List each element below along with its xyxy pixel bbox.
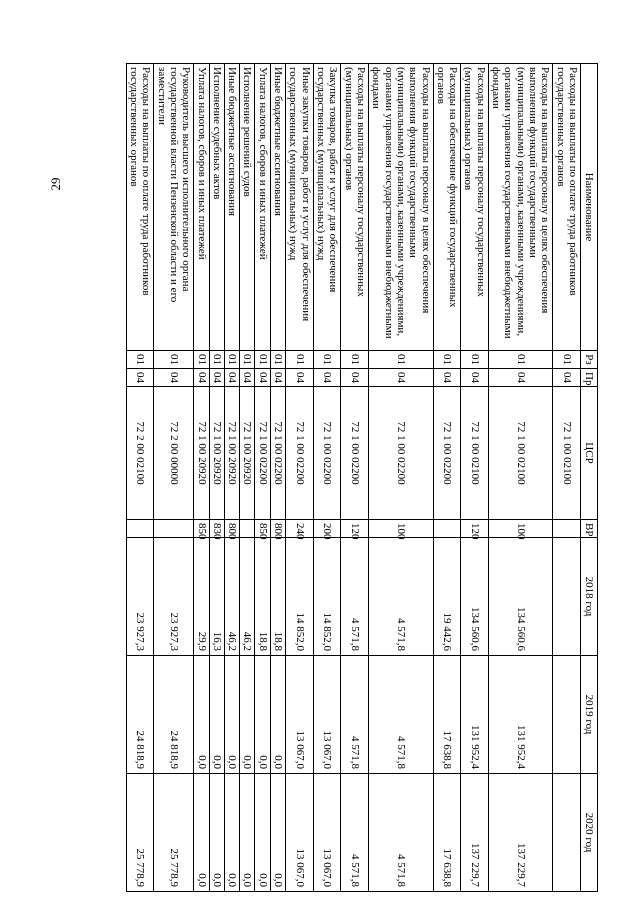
cell-rz: 01 — [369, 351, 434, 369]
cell-vr — [433, 520, 461, 538]
cell-vr — [126, 520, 154, 538]
header-name: Наименование — [581, 64, 598, 351]
cell-2018: 4 571,8 — [341, 538, 369, 656]
cell-2018: 29,9 — [194, 538, 209, 656]
cell-rz: 01 — [286, 351, 314, 369]
cell-2019: 24 818,9 — [154, 656, 194, 774]
header-2019: 2019 год — [581, 656, 598, 774]
header-2018: 2018 год — [581, 538, 598, 656]
table-row — [369, 64, 434, 892]
cell-2019: 0,0 — [270, 656, 285, 774]
cell-2018: 23 927,3 — [126, 538, 154, 656]
cell-2018: 14 852,0 — [286, 538, 314, 656]
cell-rz: 01 — [433, 351, 461, 369]
cell-vr: 100 — [369, 520, 434, 538]
cell-rz: 01 — [461, 351, 489, 369]
cell-2019: 17 638,8 — [433, 656, 461, 774]
cell-2018: 16,3 — [209, 538, 224, 656]
header-vr: ВР — [581, 520, 598, 538]
cell-csr: 72 2 00 00000 — [154, 387, 194, 520]
cell-csr: 72 1 00 02200 — [313, 387, 341, 520]
cell-pr: 04 — [488, 369, 553, 387]
table-row — [224, 64, 239, 892]
cell-pr: 04 — [433, 369, 461, 387]
table-row — [255, 64, 270, 892]
cell-2019: 24 818,9 — [126, 656, 154, 774]
cell-2020: 0,0 — [270, 774, 285, 892]
cell-pr: 04 — [240, 369, 255, 387]
cell-csr: 72 1 00 02100 — [461, 387, 489, 520]
rotated-table-container — [126, 63, 598, 892]
cell-2018 — [553, 538, 581, 656]
cell-pr: 04 — [194, 369, 209, 387]
cell-name: Уплата налогов, сборов и иных платежей — [255, 64, 270, 351]
table-row — [488, 64, 553, 892]
header-2020: 2020 год — [581, 774, 598, 892]
cell-vr: 120 — [341, 520, 369, 538]
cell-name: Иные бюджетные ассигнования — [270, 64, 285, 351]
cell-name: Расходы на выплаты персоналу государственных (муниципальных) органов — [461, 64, 489, 351]
cell-csr: 72 1 00 02200 — [341, 387, 369, 520]
cell-name: Расходы на выплаты персоналу государственных (муниципальных) органов — [341, 64, 369, 351]
cell-2020: 137 229,7 — [488, 774, 553, 892]
cell-2020: 0,0 — [255, 774, 270, 892]
cell-name: Руководитель высшего исполнительного органа государственной власти Пензенской области и его заместители — [154, 64, 194, 351]
cell-2019: 131 952,4 — [461, 656, 489, 774]
cell-2020: 25 778,9 — [126, 774, 154, 892]
table-row — [433, 64, 461, 892]
table-row — [126, 64, 154, 892]
cell-csr: 72 1 00 20920 — [209, 387, 224, 520]
cell-vr: 240 — [286, 520, 314, 538]
cell-rz: 01 — [154, 351, 194, 369]
cell-name: Иные закупки товаров, работ и услуг для обеспечения государственных (муниципальных) нужд — [286, 64, 314, 351]
budget-table — [126, 63, 598, 892]
cell-2020: 0,0 — [194, 774, 209, 892]
cell-vr — [553, 520, 581, 538]
cell-name: Расходы на выплаты по оплате труда работников государственных органов — [553, 64, 581, 351]
cell-name: Закупка товаров, работ и услуг для обеспечения государственных (муниципальных) нужд — [313, 64, 341, 351]
cell-pr: 04 — [313, 369, 341, 387]
cell-pr: 04 — [286, 369, 314, 387]
cell-2018: 4 571,8 — [369, 538, 434, 656]
cell-vr: 850 — [194, 520, 209, 538]
cell-pr: 04 — [154, 369, 194, 387]
cell-name: Расходы на обеспечение функций государственных органов — [433, 64, 461, 351]
cell-2019: 4 571,8 — [341, 656, 369, 774]
cell-2020: 137 229,7 — [461, 774, 489, 892]
cell-2018: 18,8 — [270, 538, 285, 656]
cell-pr: 04 — [224, 369, 239, 387]
cell-pr: 04 — [270, 369, 285, 387]
cell-csr: 72 1 00 02100 — [488, 387, 553, 520]
cell-2019 — [553, 656, 581, 774]
cell-rz: 01 — [224, 351, 239, 369]
cell-pr: 04 — [209, 369, 224, 387]
cell-csr: 72 1 00 02200 — [433, 387, 461, 520]
cell-pr: 04 — [553, 369, 581, 387]
cell-2019: 0,0 — [194, 656, 209, 774]
cell-csr: 72 1 00 02200 — [270, 387, 285, 520]
table-row — [341, 64, 369, 892]
cell-2018: 23 927,3 — [154, 538, 194, 656]
cell-csr: 72 1 00 20920 — [224, 387, 239, 520]
header-pr: Пр — [581, 369, 598, 387]
cell-name: Расходы на выплаты персоналу в целях обеспечения выполнения функций государственными (муниципальными) органами, казенными учреждениями, органами управления государственными внебюджетными фондами — [488, 64, 553, 351]
cell-rz: 01 — [313, 351, 341, 369]
cell-vr — [240, 520, 255, 538]
cell-rz: 01 — [194, 351, 209, 369]
cell-name: Исполнение судебных актов — [209, 64, 224, 351]
cell-2020: 0,0 — [209, 774, 224, 892]
table-row — [313, 64, 341, 892]
cell-vr — [154, 520, 194, 538]
cell-2018: 134 560,6 — [488, 538, 553, 656]
cell-csr: 72 1 00 02200 — [369, 387, 434, 520]
cell-rz: 01 — [255, 351, 270, 369]
cell-rz: 01 — [488, 351, 553, 369]
cell-2019: 0,0 — [224, 656, 239, 774]
cell-2019: 4 571,8 — [369, 656, 434, 774]
cell-vr: 850 — [255, 520, 270, 538]
cell-2020 — [553, 774, 581, 892]
cell-2019: 0,0 — [240, 656, 255, 774]
page-number: 29 — [48, 177, 63, 191]
cell-rz: 01 — [341, 351, 369, 369]
table-row — [461, 64, 489, 892]
cell-2019: 13 067,0 — [286, 656, 314, 774]
header-csr: ЦСР — [581, 387, 598, 520]
cell-2018: 19 442,6 — [433, 538, 461, 656]
cell-name: Уплата налогов, сборов и иных платежей — [194, 64, 209, 351]
cell-2018: 134 560,6 — [461, 538, 489, 656]
cell-csr: 72 2 00 02100 — [126, 387, 154, 520]
cell-name: Исполнение решений судов — [240, 64, 255, 351]
cell-pr: 04 — [461, 369, 489, 387]
cell-pr: 04 — [255, 369, 270, 387]
cell-vr: 830 — [209, 520, 224, 538]
cell-rz: 01 — [126, 351, 154, 369]
cell-2020: 0,0 — [224, 774, 239, 892]
cell-2020: 13 067,0 — [313, 774, 341, 892]
table-row — [240, 64, 255, 892]
table-row — [553, 64, 581, 892]
cell-name: Расходы на выплаты персоналу в целях обеспечения выполнения функций государственными (муниципальными) органами, казенными учреждениями, органами управления государственными внебюджетными фондами — [369, 64, 434, 351]
cell-csr: 72 1 00 20920 — [194, 387, 209, 520]
cell-2019: 0,0 — [209, 656, 224, 774]
cell-rz: 01 — [270, 351, 285, 369]
cell-vr: 800 — [224, 520, 239, 538]
cell-vr: 200 — [313, 520, 341, 538]
cell-vr: 800 — [270, 520, 285, 538]
cell-2020: 4 571,8 — [341, 774, 369, 892]
cell-2019: 13 067,0 — [313, 656, 341, 774]
cell-2020: 4 571,8 — [369, 774, 434, 892]
cell-csr: 72 1 00 20920 — [240, 387, 255, 520]
cell-2020: 0,0 — [240, 774, 255, 892]
cell-name: Расходы на выплаты по оплате труда работников государственных органов — [126, 64, 154, 351]
cell-2018: 46,2 — [240, 538, 255, 656]
table-body — [126, 64, 580, 892]
table-header-row — [581, 64, 598, 892]
cell-pr: 04 — [341, 369, 369, 387]
cell-vr: 120 — [461, 520, 489, 538]
cell-pr: 04 — [369, 369, 434, 387]
cell-2020: 13 067,0 — [286, 774, 314, 892]
cell-2020: 17 638,8 — [433, 774, 461, 892]
cell-2020: 25 778,9 — [154, 774, 194, 892]
table-row — [270, 64, 285, 892]
table-row — [209, 64, 224, 892]
cell-2018: 18,8 — [255, 538, 270, 656]
cell-2018: 14 852,0 — [313, 538, 341, 656]
cell-pr: 04 — [126, 369, 154, 387]
cell-rz: 01 — [240, 351, 255, 369]
cell-name: Иные бюджетные ассигнования — [224, 64, 239, 351]
cell-2018: 46,2 — [224, 538, 239, 656]
cell-2019: 0,0 — [255, 656, 270, 774]
table-row — [194, 64, 209, 892]
cell-vr: 100 — [488, 520, 553, 538]
cell-csr: 72 1 00 02200 — [255, 387, 270, 520]
cell-2019: 131 952,4 — [488, 656, 553, 774]
cell-rz: 01 — [553, 351, 581, 369]
cell-csr: 72 1 00 02200 — [286, 387, 314, 520]
table-row — [154, 64, 194, 892]
cell-csr: 72 1 00 02100 — [553, 387, 581, 520]
cell-rz: 01 — [209, 351, 224, 369]
header-rz: Рз — [581, 351, 598, 369]
table-row — [286, 64, 314, 892]
